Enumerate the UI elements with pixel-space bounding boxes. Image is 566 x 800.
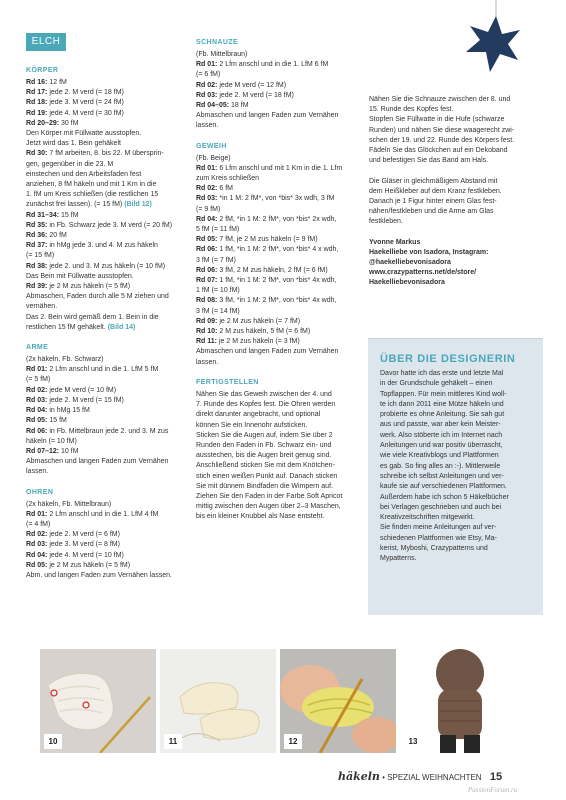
instruction-text: 3 fM (= 14 fM): [196, 307, 240, 315]
star-icon: [448, 0, 532, 84]
photo-number: 10: [44, 734, 62, 749]
heading-fertigstellen: FERTIGSTELLEN: [196, 378, 259, 386]
instruction-text: jede 2. M verd (= 6 fM): [47, 531, 120, 539]
text-line: festkleben.: [369, 218, 403, 226]
instruction-text: 2 Lfm anschl und in die 1. LfM 6 fM: [217, 61, 329, 69]
instruction-text: anziehen, 8 fM häkeln und mit 1 Km in die: [26, 181, 157, 189]
instruction-text: jede 2. M verd (= 15 fM): [47, 396, 124, 404]
instruction-line: [26, 571, 198, 581]
instruction-line: [196, 347, 366, 357]
instruction-line: [196, 327, 366, 337]
text-line: wie viele Kreativblogs und Plattformen: [380, 452, 499, 460]
instruction-text: Abmaschen und langen Faden zum Vernähen: [26, 458, 169, 466]
instruction-line: [26, 241, 198, 251]
text-line: und befestigen Sie das Band am Hals.: [369, 157, 489, 165]
instruction-text: Abmaschen, Faden durch alle 5 M ziehen und: [26, 293, 169, 301]
round-label: Rd 02:: [26, 386, 48, 394]
text-line: Haekelliebe von Isadora, Instagram:: [369, 248, 489, 256]
instruction-line: [26, 272, 198, 282]
finishing-text: [369, 95, 541, 228]
instruction-line: [196, 235, 366, 245]
instruction-text: 1 fM, *in 1 M: 2 fM*, von *bis* 4 x wdh,: [217, 246, 339, 254]
instruction-line: [26, 365, 198, 375]
instruction-text: (= 4 fM): [26, 520, 51, 528]
instruction-text: 3 fM, *in 1 M: 2 fM*, von *bis* 4x wdh,: [217, 297, 337, 305]
text-line: @haekelliebevonisadora: [369, 259, 451, 267]
instruction-text: (Fb. Beige): [196, 154, 231, 162]
instruction-line: [26, 292, 198, 302]
designer-text: [368, 369, 543, 565]
instruction-line: [26, 447, 198, 457]
round-label: Rd 07:: [196, 277, 218, 285]
text-line: Außerdem habe ich schon 5 Häkelbücher: [380, 493, 509, 501]
text-line: 7. Runde des Kopfes fest. Die Ohren werden: [196, 401, 336, 409]
section-title-badge: ELCH: [26, 33, 66, 51]
instruction-text: 12 fM: [47, 79, 67, 86]
instruction-text: Jetzt wird das 1. Bein gehäkelt: [26, 140, 121, 148]
text-line: dem Heißkleber auf dem Kranz festkleben.: [369, 187, 502, 195]
round-label: Rd 04:: [26, 407, 48, 415]
round-label: Rd 03:: [26, 541, 48, 549]
instruction-line: [196, 81, 366, 91]
heading-koerper: KÖRPER: [26, 67, 59, 74]
instruction-line: [26, 221, 198, 231]
text-line: werk. Also stöberte ich im Internet nach: [380, 431, 503, 439]
text-line: schreibe ich selbst Anleitungen und ver-: [380, 472, 504, 480]
text-line: aus und passte, war aber kein Meister-: [380, 421, 501, 429]
instruction-line: [26, 78, 198, 88]
instruction-line: [26, 231, 198, 241]
instruction-line: [196, 317, 366, 327]
instruction-line: [26, 467, 198, 477]
instruction-text: jede 4. M verd (= 10 fM): [47, 551, 124, 559]
heading-arme: ARME: [26, 344, 49, 352]
instruction-line: [26, 139, 198, 149]
instruction-line: [196, 205, 366, 215]
designer-info-box: [368, 338, 543, 615]
text-line: ausstechen, bis die Augen breit genug sind.: [196, 452, 332, 460]
text-line: Anschließend sticken Sie mit dem Knötchen-: [196, 462, 335, 470]
text-line: www.crazypatterns.net/de/store/: [369, 269, 477, 277]
round-label: Rd 05:: [196, 236, 218, 244]
text-line: kerist, Myboshi, Crazypatterns und: [380, 545, 488, 553]
column-2: [196, 31, 366, 523]
round-label: Rd 03:: [26, 396, 48, 404]
instruction-line: [196, 245, 366, 255]
photo-11: [160, 649, 276, 753]
instruction-line: [196, 91, 366, 101]
arme-instructions: [26, 355, 198, 477]
instruction-line: [26, 88, 198, 98]
instruction-text: 1 fM (= 10 fM): [196, 287, 240, 295]
instruction-line: [26, 406, 198, 416]
text-line: Die Gläser in gleichmäßigem Abstand mit: [369, 177, 498, 185]
instruction-text: je 2 M zus häkeln (= 7 fM): [217, 317, 301, 325]
instruction-line: [26, 386, 198, 396]
instruction-line: [196, 296, 366, 306]
geweih-instructions: [196, 154, 366, 368]
instruction-text: in hMg 15 fM: [47, 407, 90, 415]
round-label: Rd 16:: [26, 79, 48, 86]
instruction-line: [26, 282, 198, 292]
instruction-line: [26, 313, 198, 323]
instruction-line: [26, 180, 198, 190]
text-line: es gab. So fing alles an :-). Mittlerweile: [380, 462, 501, 470]
text-line: Fädeln Sie das Glöckchen auf ein Dekoband: [369, 147, 508, 155]
instruction-line: [26, 262, 198, 272]
instruction-text: 6 fM: [217, 185, 233, 193]
instruction-text: 6 Lfm anschl und mit 1 Km in die 1. Lfm: [217, 164, 343, 172]
instruction-line: [26, 98, 198, 108]
instruction-text: 30 fM: [59, 119, 79, 127]
instruction-line: [26, 416, 198, 426]
koerper-instructions: [26, 78, 198, 333]
instruction-line: [26, 323, 198, 333]
instruction-text: 3 fM, 2 M zus häkeln, 2 fM (= 6 fM): [217, 266, 328, 274]
instruction-line: [26, 170, 198, 180]
round-label: Rd 04:: [26, 551, 48, 559]
text-line: können Sie ein Innenohr aufsticken.: [196, 421, 308, 429]
instruction-line: [196, 50, 366, 60]
round-label: Rd 18:: [26, 99, 48, 107]
image-reference: (Bild 14): [107, 323, 136, 331]
round-label: Rd 20–29:: [26, 119, 60, 127]
instruction-line: [26, 251, 198, 261]
instruction-line: [196, 215, 366, 225]
instruction-text: in Fb. Mittelbraun jede 2. und 3. M zus: [47, 427, 169, 435]
text-line: Sie mit dünnem Bindfaden die Wimpern auf.: [196, 482, 333, 490]
instruction-line: [196, 70, 366, 80]
round-label: Rd 37:: [26, 242, 48, 250]
round-label: Rd 01:: [196, 61, 218, 69]
instruction-text: Abm. und langen Faden zum Vernähen lassen.: [26, 571, 172, 579]
round-label: Rd 07–12:: [26, 447, 60, 455]
photo-10: [40, 649, 156, 753]
text-line: te ich dann 2011 eine Mütze häkeln und: [380, 400, 504, 408]
instruction-text: je 2 M zus häkeln (= 5 fM): [47, 561, 131, 569]
instruction-line: [26, 530, 198, 540]
round-label: Rd 05:: [26, 561, 48, 569]
instruction-line: [26, 437, 198, 447]
instruction-text: 1. fM um Kreis schließen (die restlichen 15: [26, 191, 159, 199]
instruction-text: 2 fM, *in 1 M: 2 fM*, von *bis* 2x wdh,: [217, 215, 337, 223]
instruction-text: (= 5 fM): [26, 376, 51, 384]
instruction-line: [26, 149, 198, 159]
heading-schnauze: SCHNAUZE: [196, 39, 239, 46]
text-line: probierte es ohne Anleitung. Sie sah gut: [380, 411, 505, 419]
instruction-text: jede 4. M verd (= 30 fM): [47, 109, 124, 117]
instruction-text: 2 Lfm anschl und in die 1. LfM 5 fM: [47, 366, 159, 374]
round-label: Rd 36:: [26, 232, 48, 240]
instruction-line: [26, 200, 198, 210]
text-line: Kreativzeitschriften mitgewirkt.: [380, 514, 475, 522]
heading-geweih: GEWEIH: [196, 142, 227, 150]
instruction-text: vernähen.: [26, 303, 58, 311]
instruction-line: [26, 160, 198, 170]
instruction-line: [196, 101, 366, 111]
instruction-text: restlichen 15 fM gehäkelt.: [26, 323, 108, 331]
designer-heading: ÜBER DIE DESIGNERIN: [380, 353, 516, 365]
instruction-text: (= 6 fM): [196, 71, 221, 79]
text-line: Runden) und nähen Sie diese waagerecht zwi-: [369, 126, 515, 134]
round-label: Rd 04–05:: [196, 102, 230, 110]
round-label: Rd 09:: [196, 317, 218, 325]
text-line: Anleitungen und war positiv überrascht,: [380, 442, 503, 450]
instruction-text: (Fb. Mittelbraun): [196, 51, 248, 58]
instruction-line: [26, 190, 198, 200]
photo-number: 11: [164, 734, 182, 749]
page-footer: [338, 770, 538, 784]
instruction-text: Das Bein mit Füllwatte ausstopfen.: [26, 272, 134, 280]
instruction-text: in Fb. Schwarz jede 3. M verd (= 20 fM): [47, 221, 173, 229]
instruction-text: einstechen und den Arbeitsfaden fest: [26, 170, 142, 178]
instruction-line: [196, 60, 366, 70]
text-line: in der Grundschule gehäkelt – einen: [380, 380, 493, 388]
round-label: Rd 06:: [26, 427, 48, 435]
instruction-line: [196, 276, 366, 286]
instruction-text: 7 fM, je 2 M zus häkeln (= 9 fM): [217, 236, 318, 244]
round-label: Rd 31–34:: [26, 211, 60, 219]
heading-ohren: OHREN: [26, 488, 54, 496]
round-label: Rd 19:: [26, 109, 48, 117]
instruction-text: jede 3. M verd (= 24 fM): [47, 99, 124, 107]
instruction-text: *in 1 M: 2 fM*, von *bis* 3x wdh, 3 fM: [217, 195, 335, 203]
instruction-text: jede M verd (= 10 fM): [47, 386, 117, 394]
instruction-text: Das 2. Bein wird gemäß dem 1. Bein in die: [26, 313, 159, 321]
instruction-text: je 2 M zus häkeln (= 5 fM): [47, 283, 131, 291]
round-label: Rd 08:: [196, 297, 218, 305]
text-line: nähen/festkleben und die Arme am Glas: [369, 208, 494, 216]
designer-credit: [369, 238, 541, 289]
instruction-line: [26, 551, 198, 561]
text-line: Yvonne Markus: [369, 238, 421, 246]
instruction-line: [196, 358, 366, 368]
instruction-line: [26, 302, 198, 312]
instruction-line: [196, 164, 366, 174]
instruction-line: [26, 355, 198, 365]
instruction-text: zum Kreis schließen: [196, 175, 260, 183]
instruction-text: Abmaschen und langen Faden zum Vernähen: [196, 348, 339, 356]
instruction-text: 5 fM (= 11 fM): [196, 226, 240, 234]
instruction-line: [26, 396, 198, 406]
column-3: [369, 95, 541, 289]
instruction-text: 2 Lfm anschl und in die 1. LfM 4 fM: [47, 510, 159, 518]
instruction-line: [196, 194, 366, 204]
column-1: [26, 59, 198, 581]
round-label: Rd 03:: [196, 195, 218, 203]
text-line: Davor hatte ich das erste und letzte Mal: [380, 370, 504, 377]
instruction-line: [196, 256, 366, 266]
instruction-line: [26, 129, 198, 139]
instruction-text: jede 2. M verd (= 18 fM): [217, 91, 294, 99]
instruction-line: [196, 266, 366, 276]
instruction-text: Abmaschen und langen Faden zum Vernähen: [196, 112, 339, 120]
text-line: Topflappen. Für mein mittleres Kind woll-: [380, 390, 507, 398]
instruction-text: jede M verd (= 12 fM): [217, 81, 287, 89]
instruction-line: [26, 500, 198, 510]
instruction-text: Den Körper mit Füllwatte ausstopfen.: [26, 130, 142, 138]
instruction-text: lassen.: [196, 122, 219, 130]
instruction-line: [26, 510, 198, 520]
text-line: Nähen Sie das Geweih zwischen der 4. und: [196, 390, 332, 398]
round-label: Rd 39:: [26, 283, 48, 291]
instruction-line: [196, 307, 366, 317]
text-line: direkt darunter angebracht, und optional: [196, 411, 321, 419]
text-line: schiedenen Plattformen wie Etsy, Ma-: [380, 534, 497, 542]
text-line: [369, 166, 541, 176]
instruction-text: (2x häkeln, Fb. Mittelbraun): [26, 500, 112, 508]
instruction-text: (= 9 fM): [196, 205, 221, 213]
text-line: Mypatterns.: [380, 555, 417, 563]
instruction-text: in hMg jede 3. und 4. M zus häkeln: [47, 242, 158, 250]
text-line: Nähen Sie die Schnauze zwischen der 8. und: [369, 96, 511, 103]
star-ornament: [448, 0, 532, 84]
instruction-text: häkeln (= 10 fM): [26, 437, 77, 445]
instruction-text: (= 15 fM): [26, 252, 55, 260]
photo-12: [280, 649, 396, 753]
instruction-text: gen, gegenüber in die 23. M: [26, 160, 114, 168]
instruction-text: 7 fM arbeiten, 8. bis 22. M übersprin-: [47, 150, 164, 158]
instruction-text: zunächst frei lassen). (= 15 fM): [26, 201, 125, 209]
instruction-text: jede 3. M verd (= 8 fM): [47, 541, 120, 549]
instruction-line: [26, 540, 198, 550]
round-label: Rd 10:: [196, 328, 218, 336]
schnauze-instructions: [196, 50, 366, 132]
instruction-text: 2 M zus häkeln, 5 fM (= 6 fM): [217, 328, 311, 336]
image-reference: (Bild 12): [124, 201, 152, 209]
ohren-instructions: [26, 500, 198, 582]
round-label: Rd 38:: [26, 262, 48, 270]
instruction-text: lassen.: [196, 358, 219, 366]
text-line: Sie finden meine Anleitungen auf ver-: [380, 524, 497, 532]
instruction-line: [26, 427, 198, 437]
round-label: Rd 01:: [26, 510, 48, 518]
instruction-text: lassen.: [26, 468, 49, 476]
round-label: Rd 02:: [196, 81, 218, 89]
instruction-line: [196, 174, 366, 184]
instruction-line: [196, 225, 366, 235]
instruction-text: 20 fM: [47, 232, 67, 240]
round-label: Rd 17:: [26, 89, 48, 97]
instruction-text: je 2 M zus häkeln (= 3 fM): [217, 338, 300, 346]
fertigstellen-text: [196, 390, 366, 523]
round-label: Rd 30:: [26, 150, 48, 158]
instruction-text: 3 fM (= 7 fM): [196, 256, 236, 264]
round-label: Rd 06:: [196, 266, 218, 274]
round-label: Rd 06:: [196, 246, 218, 254]
instruction-line: [26, 109, 198, 119]
footer-bullet: •: [382, 773, 385, 782]
instruction-line: [26, 457, 198, 467]
round-label: Rd 11:: [196, 338, 218, 346]
round-label: Rd 35:: [26, 221, 48, 229]
page-number: 15: [489, 771, 503, 783]
text-line: mittig zwischen den Augen über 2–3 Maschen,: [196, 503, 341, 511]
round-label: Rd 05:: [26, 417, 48, 425]
text-line: bei Verlagen geschrieben und auch bei: [380, 503, 502, 511]
round-label: Rd 02:: [26, 531, 48, 539]
instruction-line: [196, 111, 366, 121]
text-line: schen der 19. und 22. Runde des Körpers fest.: [369, 136, 515, 144]
instruction-line: [26, 561, 198, 571]
text-line: Danach je 1 Figur hinter einem Glas fest-: [369, 198, 497, 206]
instruction-line: [196, 121, 366, 131]
text-line: kaufe sie auf verschiedenen Plattformen.: [380, 483, 507, 491]
instruction-text: 15 fM: [59, 211, 79, 219]
round-label: Rd 04:: [196, 215, 218, 223]
instruction-line: [26, 211, 198, 221]
instruction-text: 1 fM, *in 1 M: 2 fM*, von *bis* 4x wdh,: [217, 277, 337, 285]
instruction-line: [26, 119, 198, 129]
text-line: Stopfen Sie Füllwatte in die Hufe (schwarze: [369, 116, 505, 124]
instruction-line: [196, 184, 366, 194]
magazine-brand: häkeln: [338, 770, 380, 783]
photo-number: 13: [404, 734, 422, 749]
instruction-text: 15 fM: [47, 417, 67, 425]
round-label: Rd 01:: [196, 164, 218, 172]
instruction-line: [26, 375, 198, 385]
round-label: Rd 02:: [196, 185, 218, 193]
instruction-line: [196, 286, 366, 296]
instruction-text: 10 fM: [59, 447, 79, 455]
photo-number: 12: [284, 734, 302, 749]
watermark: PassionForum.ru: [468, 786, 518, 794]
instruction-line: [196, 154, 366, 164]
text-line: Haekelliebevonisadora: [369, 279, 445, 287]
text-line: Sticken Sie die Augen auf, indem Sie über 2: [196, 431, 333, 439]
instruction-line: [26, 520, 198, 530]
text-line: stich einen weißen Punkt auf. Danach sticken: [196, 472, 338, 480]
round-label: Rd 01:: [26, 366, 48, 374]
instruction-text: jede 2. und 3. M zus häkeln (= 10 fM): [47, 262, 166, 270]
text-line: Ziehen Sie den Faden in der Farbe Soft Apricot: [196, 492, 343, 500]
instruction-text: jede 2. M verd (= 18 fM): [47, 89, 124, 97]
round-label: Rd 03:: [196, 91, 218, 99]
text-line: Runden den Faden in Fb. Schwarz ein- und: [196, 441, 332, 449]
instruction-line: [196, 337, 366, 347]
photo-13: [400, 649, 516, 753]
instruction-text: 18 fM: [229, 102, 249, 110]
text-line: 15. Runde des Kopfes fest.: [369, 106, 454, 114]
footer-section: SPEZIAL WEIHNACHTEN: [387, 773, 482, 782]
text-line: bis ein kleiner Knubbel als Nase entsteht.: [196, 513, 325, 521]
instruction-text: (2x häkeln, Fb. Schwarz): [26, 356, 104, 364]
